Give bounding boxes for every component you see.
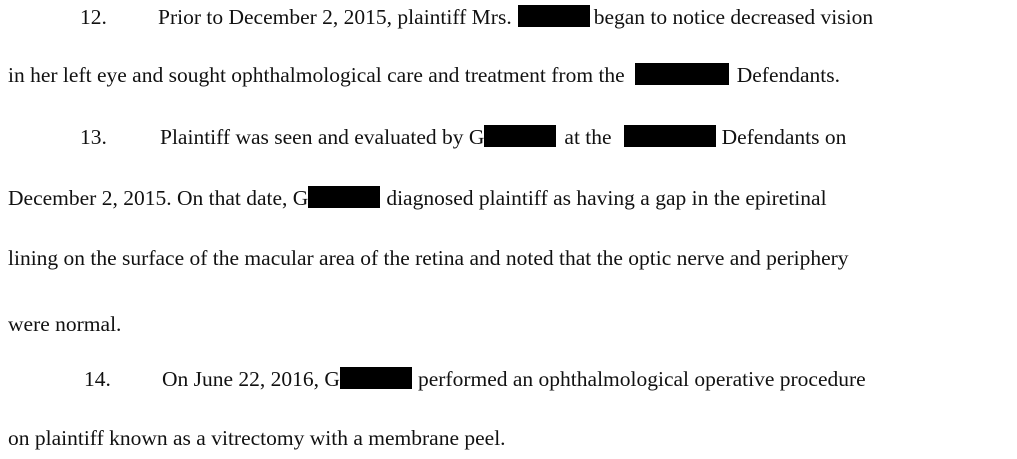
- paragraph-text: were normal.: [8, 312, 122, 336]
- paragraph-number: 13.: [80, 125, 107, 149]
- paragraph-text: at the: [564, 125, 612, 149]
- redaction-bar: [340, 367, 412, 389]
- paragraph-13-line-4: [8, 311, 121, 337]
- paragraph-12-line-2: [8, 62, 840, 88]
- paragraph-number: 14.: [84, 367, 111, 391]
- paragraph-text: performed an ophthalmological operative procedure: [417, 367, 866, 391]
- paragraph-13-line-2: [8, 185, 827, 211]
- paragraph-text: diagnosed plaintiff as having a gap in the epiretinal: [386, 186, 827, 210]
- paragraph-text: Prior to December 2, 2015, plaintiff Mrs.: [158, 5, 512, 29]
- paragraph-12-line-1: [80, 4, 873, 30]
- paragraph-13-line-3: [8, 245, 849, 271]
- paragraph-14-line-2: [8, 425, 506, 451]
- paragraph-text: Defendants on: [721, 125, 847, 149]
- paragraph-13-line-1: [80, 124, 846, 150]
- paragraph-text: began to notice decreased vision: [593, 5, 874, 29]
- paragraph-number: 12.: [80, 5, 107, 29]
- redaction-bar: [308, 186, 380, 208]
- paragraph-text: lining on the surface of the macular area of the retina and noted that the optic nerve and periphery: [8, 246, 849, 270]
- paragraph-text: December 2, 2015. On that date, G: [8, 186, 309, 210]
- paragraph-text: Defendants.: [736, 63, 840, 87]
- redaction-bar: [484, 125, 556, 147]
- redaction-bar: [624, 125, 716, 147]
- paragraph-14-line-1: [84, 366, 866, 392]
- paragraph-text: Plaintiff was seen and evaluated by G: [160, 125, 485, 149]
- paragraph-text: On June 22, 2016, G: [162, 367, 340, 391]
- paragraph-text: on plaintiff known as a vitrectomy with a membrane peel.: [8, 426, 506, 450]
- redaction-bar: [518, 5, 590, 27]
- paragraph-text: in her left eye and sought ophthalmological care and treatment from the: [8, 63, 625, 87]
- redaction-bar: [635, 63, 729, 85]
